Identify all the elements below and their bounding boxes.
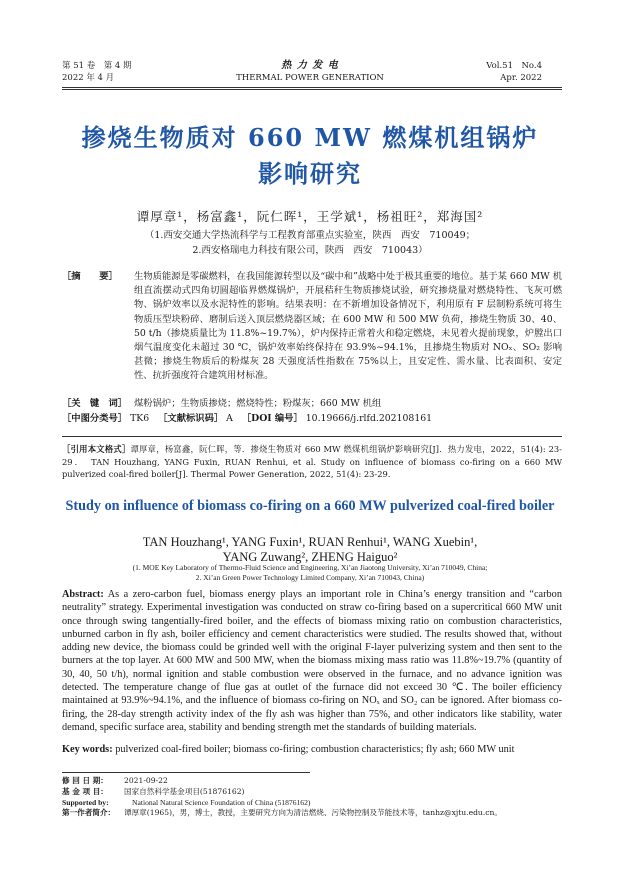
affiliations-en xyxy=(0,563,620,582)
clc-label: ［中图分类号］ xyxy=(62,413,128,424)
volume-issue: 第 51 卷 第 4 期 xyxy=(62,61,132,71)
abstract-label: ［摘 要］ xyxy=(62,271,118,282)
page-title-cn xyxy=(40,120,580,192)
authors-line-2: YANG Zuwang², ZHENG Haiguo² xyxy=(222,549,398,564)
doi-value: 10.19666/j.rlfd.202108161 xyxy=(305,413,433,424)
doc-code-label: ［文献标识码］ xyxy=(158,413,224,424)
classification-line xyxy=(62,412,562,426)
issue-info-en xyxy=(486,60,542,84)
affiliation-en-2: 2. Xi’an Green Power Technology Limited Company, Xi’an 710043, China) xyxy=(195,572,425,582)
footnote-rule xyxy=(62,772,310,773)
keywords-cn xyxy=(62,397,562,411)
footnotes xyxy=(62,776,562,819)
journal-name-en: THERMAL POWER GENERATION xyxy=(236,73,384,83)
title-line-2: 影响研究 xyxy=(258,159,362,188)
page-title-en: Study on influence of biomass co-firing on a 660 MW pulverized coal-fired boiler xyxy=(65,498,555,514)
volume-issue-en: Vol.51 No.4 xyxy=(486,61,542,71)
keywords-label: ［关 键 词］ xyxy=(62,398,128,409)
citation-label: ［引用本文格式］ xyxy=(62,444,131,454)
keywords-text: 煤粉锅炉；生物质掺烧；燃烧特性；粉煤灰；660 MW 机组 xyxy=(134,398,382,409)
footnote-first-author: 第一作者简介： 谭厚章(1965)，男，博士，教授，主要研究方向为清洁燃烧、污染物控制及节能技术等，tanhz@xjtu.edu.cn。 xyxy=(62,808,502,818)
author-list-en xyxy=(0,535,620,564)
authors-line-1: TAN Houzhang¹, YANG Fuxin¹, RUAN Renhui¹, WANG Xuebin¹, xyxy=(142,535,478,549)
abstract-cn xyxy=(62,270,562,384)
doi-label: ［DOI 编号］ xyxy=(241,413,303,424)
footnote-revised-date: 修 回 日 期： 2021-09-22 xyxy=(62,776,168,785)
citation-block xyxy=(62,443,562,481)
affiliation-2: 2.西安格瑞电力科技有限公司，陕西 西安 710043） xyxy=(192,245,428,256)
footnote-supported-by: Supported by: National Natural Science Foundation of China (51876162) xyxy=(62,797,311,807)
affiliations-cn xyxy=(0,228,620,258)
citation-text: 谭厚章，杨富鑫，阮仁晖，等．掺烧生物质对 660 MW 燃煤机组锅炉影响研究[J]．热力发电，2022，51(4): 23-29． TAN Houzhang, YANG Fuxin, RUAN Renhui, et al. Study on influence of biomass co-firing on a 660 MW pulverized coal-fired boiler[J]. Thermal Power Generation, 2022, 51(4): 23-29. xyxy=(62,444,562,479)
abstract-en xyxy=(62,588,562,734)
affiliation-en-1: (1. MOE Key Laboratory of Thermo-Fluid Science and Engineering, Xi’an Jiaotong University, Xi’an 710049, China; xyxy=(132,563,488,572)
keywords-en xyxy=(62,743,562,756)
affiliation-1: （1.西安交通大学热流科学与工程教育部重点实验室，陕西 西安 710049； xyxy=(144,230,476,241)
author-list-cn: 谭厚章¹，杨富鑫¹，阮仁晖¹，王学斌¹，杨祖旺²，郑海国² xyxy=(136,209,484,224)
keywords-en-text: pulverized coal-fired boiler; biomass co-firing; combustion characteristics; fly ash; 660 MW unit xyxy=(115,744,515,755)
journal-name-cn: 热 力 发 电 xyxy=(281,60,339,71)
header-rule xyxy=(62,87,562,88)
issue-date: 2022 年 4 月 xyxy=(62,73,115,83)
citation-rule xyxy=(62,436,562,437)
abstract-en-text: As a zero-carbon fuel, biomass energy plays an important role in China’s energy transition and “carbon neutrality” strategy. Experimental investigation was conducted on straw co-firing based on a supercritical 660 MW unit once through swing tangentially-fired boiler, and the effects of biomass mixing ratio on combustion characteristics, unburned carbon in fly ash, boiler efficiency and cement characteristics were studied. The results showed that, without adding new device, the biomass could be grinded well with the original F-layer pulverizing system and then sent to the burners at the top layer. At 600 MW and 500 MW, when the biomass mixing mass ratio was 11.8%~19.7% (quantity of 30, 40, 50 t/h), normal ignition and stable combustion were observed in the furnace, and no advance ignition was detected. The temperature change of flue gas at outlet of the furnace did not exceed 30 ℃. The boiler efficiency maintained at 93.9%~94.1%, and the influence of biomass co-firing on NOₓ and SO₂ can be ignored. After biomass co-firing, the 28-day strength activity index of the fly ash was higher than 75%, and other indicators like stability, water demand, specific surface area, stability and bending strength met the standards of building materials. xyxy=(62,589,562,733)
running-header xyxy=(0,60,620,86)
abstract-text: 生物质能源是零碳燃料，在我国能源转型以及“碳中和”战略中处于极其重要的地位。基于某 660 MW 机组直流摆动式四角切圆超临界燃煤锅炉，开展秸秆生物质掺烧试验，研究掺烧量对燃烧特性、飞灰可燃物、锅炉效率以及水泥特性的影响。结果表明：在不新增加设备情况下，利用原有 F 层制粉系统可将生物质压型块粉碎、磨制后送入顶层燃烧器区域；在 600 MW 和 500 MW 负荷，掺烧生物质 30、40、50 t/h（掺烧质量比为 11.8%~19.7%），炉内保持正常着火和稳定燃烧，未见着火提前现象，炉膛出口烟气温度变化未超过 30 ℃，锅炉效率始终保持在 93.9%~94.1%，且掺烧生物质对 NOₓ、SO₂ 影响甚微；掺烧生物质后的粉煤灰 28 天强度活性指数在 75%以上，且安定性、需水量、比表面积、安定性、抗折强度符合建筑用材标准。 xyxy=(134,271,562,382)
title-line-1: 掺烧生物质对 660 MW 燃煤机组锅炉 xyxy=(81,123,539,152)
issue-date-en: Apr. 2022 xyxy=(500,73,542,83)
doc-code-value: A xyxy=(226,413,233,424)
clc-value: TK6 xyxy=(130,413,150,424)
keywords-en-label: Key words: xyxy=(62,744,113,755)
abstract-en-label: Abstract: xyxy=(62,589,104,600)
footnote-fund: 基 金 项 目： 国家自然科学基金项目(51876162) xyxy=(62,786,245,796)
header-rule-thin xyxy=(62,89,562,90)
